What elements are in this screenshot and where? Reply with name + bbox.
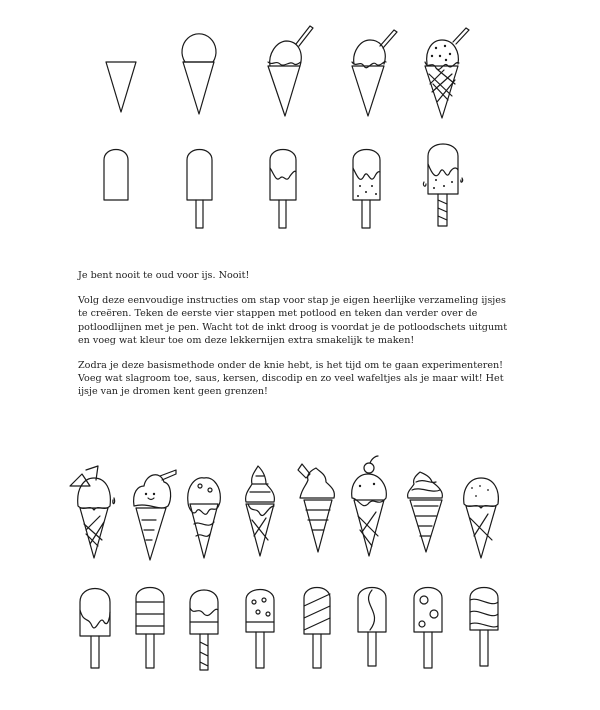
cone-step-3 (268, 26, 313, 116)
gallery-cone-3 (188, 478, 221, 558)
instructions-text (78, 269, 518, 411)
gallery-cone-6 (352, 456, 387, 556)
popsicle-step-4 (353, 150, 380, 229)
gallery-cone-4 (246, 466, 275, 556)
gallery-popsicle-5 (304, 588, 330, 669)
gallery-popsicle-7 (414, 588, 442, 669)
gallery-popsicle-3 (190, 590, 218, 670)
popsicle-step-1 (104, 150, 128, 201)
gallery-cone-2 (134, 470, 176, 560)
experiment-paragraph: Zodra je deze basismethode onder de knie hebt, is het tijd om te gaan experimenteren! Voeg wat slagroom toe, saus, kersen, discodip en zo veel wafeltjes als je maar wilt! Het ijsje van je dromen kent geen grenzen! (78, 360, 504, 398)
gallery-popsicle-2 (136, 588, 164, 669)
gallery-cone-1 (70, 466, 115, 558)
cone-step-1 (106, 62, 136, 112)
gallery-popsicle-1 (80, 589, 110, 669)
popsicle-step-5 (423, 144, 462, 226)
gallery-cone-7 (408, 472, 443, 552)
gallery-cone-8 (464, 478, 499, 558)
intro-line: Je bent nooit te oud voor ijs. Nooit! (78, 270, 250, 281)
popsicle-gallery-row (0, 580, 600, 680)
gallery-popsicle-4 (246, 590, 274, 669)
gallery-cone-5 (298, 464, 334, 552)
popsicle-step-3 (270, 150, 296, 229)
cone-gallery-row (0, 455, 600, 575)
cone-step-4 (352, 30, 397, 116)
popsicle-steps-row (0, 135, 600, 235)
gallery-popsicle-8 (470, 588, 498, 667)
cone-step-5 (425, 28, 469, 118)
gallery-popsicle-6 (358, 588, 386, 667)
cone-steps-row (0, 0, 600, 130)
popsicle-step-2 (187, 150, 212, 229)
cone-step-2 (182, 34, 216, 114)
instructions-paragraph: Volg deze eenvoudige instructies om stap voor stap je eigen heerlijke verzameling ijsjes te creëren. Teken de eerste vier stappen met potlood en teken dan verder over de potloodlijnen met je pen. Wacht tot de inkt droog is voordat je de potloodschets uitgumt en voeg wat kleur toe om deze lekkernijen extra smakelijk te maken! (78, 295, 508, 346)
